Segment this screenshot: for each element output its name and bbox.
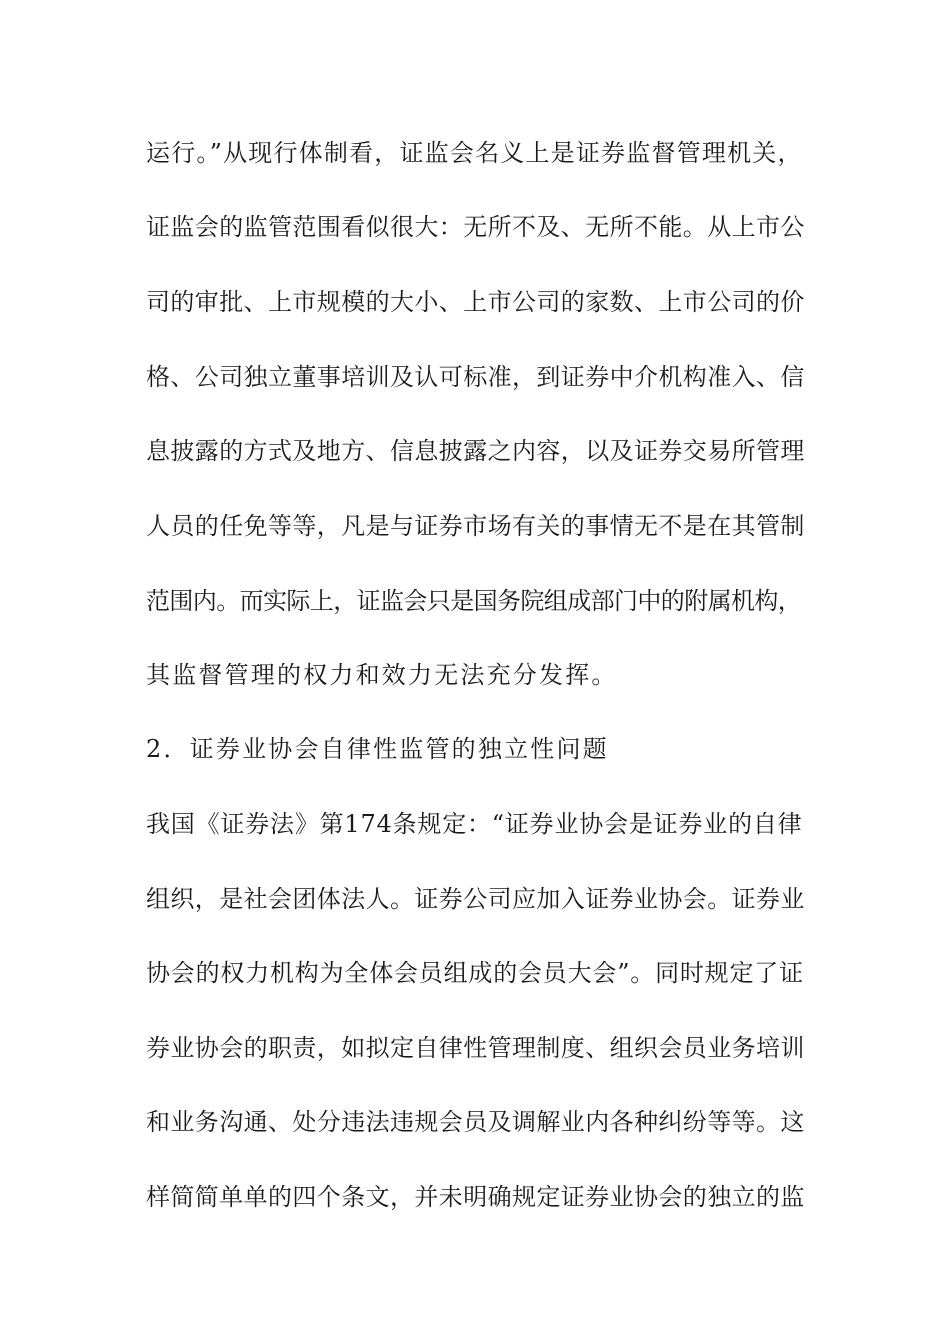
section-heading: 2．证券业协会自律性监管的独立性问题 (146, 735, 609, 763)
text-line: 格、公司独立董事培训及认可标准，到证券中介机构准入、信 (146, 363, 805, 391)
text-line: 证监会的监管范围看似很大：无所不及、无所不能。从上市公 (146, 213, 805, 241)
text-line: 我国《证券法》第174条规定：“证券业协会是证券业的自律 (146, 810, 803, 838)
text-line: 协会的权力机构为全体会员组成的会员大会”。同时规定了证 (146, 959, 804, 987)
text-line: 样简简单单的四个条文，并未明确规定证券业协会的独立的监 (146, 1183, 805, 1211)
text-line: 券业协会的职责，如拟定自律性管理制度、组织会员业务培训 (146, 1034, 805, 1062)
text-line: 人员的任免等等，凡是与证券市场有关的事情无不是在其管制 (146, 512, 805, 540)
text-line: 运行。”从现行体制看，证监会名义上是证券监督管理机关， (146, 139, 803, 167)
text-line: 息披露的方式及地方、信息披露之内容，以及证券交易所管理 (146, 437, 805, 465)
text-line: 范围内。而实际上，证监会只是国务院组成部门中的附属机构， (146, 587, 802, 615)
text-line: 其监督管理的权力和效力无法充分发挥。 (146, 661, 618, 689)
text-line: 和业务沟通、处分违法违规会员及调解业内各种纠纷等等。这 (146, 1108, 805, 1136)
text-line: 司的审批、上市规模的大小、上市公司的家数、上市公司的价 (146, 288, 805, 316)
text-line: 组织，是社会团体法人。证券公司应加入证券业协会。证券业 (146, 885, 805, 913)
